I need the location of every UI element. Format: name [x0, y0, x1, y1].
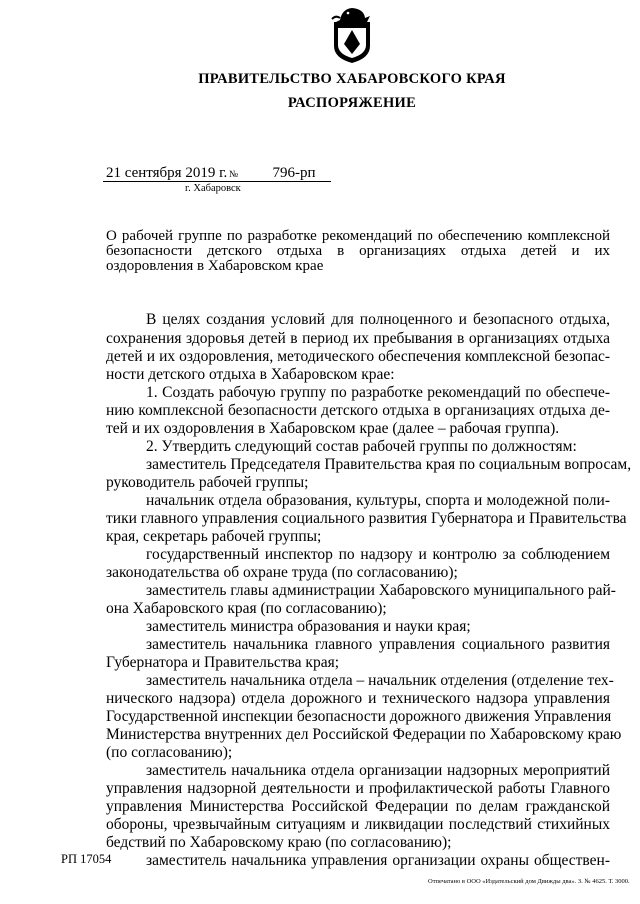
print-note: Отпечатано в ООО «Издательский дом Движды два». З. № 4625. Т. 3000. — [428, 878, 630, 885]
body-line: бедствий по Хабаровскому краю (по согласованию); — [106, 834, 452, 851]
document-subject: О рабочей группе по разработке рекомендаций по обеспечению комплексной безопасности детского отдыха в организациях отдыха детей и их оздоровления в Хабаровском крае — [106, 228, 610, 274]
body-line: управления надзорной деятельности и профилактической работы Главного — [106, 780, 610, 797]
body-line: тики главного управления социального развития Губернатора и Правительства — [106, 510, 627, 527]
body-line: Министерства внутренних дел Российской Федерации по Хабаровскому краю — [106, 726, 622, 743]
body-line: края, секретарь рабочей группы; — [106, 528, 322, 545]
body-line: 1. Создать рабочую группу по разработке рекомендаций по обеспече- — [146, 384, 610, 401]
body-line: детей и их оздоровления, методического обеспечения комплексной безопас- — [106, 348, 610, 365]
body-line: В целях создания условий для полноценного и безопасного отдыха, — [146, 311, 610, 328]
body-line: Государственной инспекции безопасности дорожного движения Управления — [106, 708, 612, 725]
body-line: государственный инспектор по надзору и контролю за соблюдением — [146, 546, 610, 563]
document-date: 21 сентября 2019 г. — [106, 165, 228, 181]
coat-of-arms-emblem — [330, 6, 374, 64]
body-line: заместитель начальника управления организации охраны обществен- — [146, 852, 610, 869]
document-code: РП 17054 — [61, 852, 112, 866]
body-line: (по согласованию); — [106, 744, 233, 761]
body-line: она Хабаровского края (по согласованию); — [106, 600, 387, 617]
document-city: г. Хабаровск — [185, 183, 241, 194]
body-line: нию комплексной безопасности детского отдыха в организациях отдыха де- — [106, 402, 610, 419]
body-line: тей и их оздоровления в Хабаровском крае (далее – рабочая группа). — [106, 420, 560, 437]
body-line: 2. Утвердить следующий состав рабочей группы по должностям: — [146, 438, 577, 455]
body-line: заместитель главы администрации Хабаровского муниципального рай- — [146, 582, 616, 599]
body-line: руководитель рабочей группы; — [106, 474, 309, 491]
number-sign: № — [229, 170, 239, 180]
body-line: Губернатора и Правительства края; — [106, 654, 340, 671]
number-underline — [244, 181, 331, 182]
date-underline — [103, 181, 246, 182]
document-number: 796-рп — [272, 165, 316, 181]
body-line: обороны, чрезвычайным ситуациям и ликвидации последствий стихийных — [106, 816, 610, 833]
body-line: заместитель начальника отдела – начальник отделения (отделение тех- — [146, 672, 614, 689]
body-line: нического надзора) отдела дорожного и технического надзора управления — [106, 690, 610, 707]
body-line: заместитель начальника главного управления социального развития — [146, 636, 610, 653]
body-line: заместитель начальника отдела организации надзорных мероприятий — [146, 762, 610, 779]
government-title: ПРАВИТЕЛЬСТВО ХАБАРОВСКОГО КРАЯ — [198, 71, 506, 87]
body-line: заместитель Председателя Правительства края по социальным вопросам, — [146, 456, 632, 473]
body-line: законодательства об охране труда (по согласованию); — [106, 564, 458, 581]
body-line: ности детского отдыха в Хабаровском крае: — [106, 366, 395, 383]
document-type: РАСПОРЯЖЕНИЕ — [287, 95, 417, 111]
body-line: управления Министерства Российской Федерации по делам гражданской — [106, 798, 610, 815]
body-line: сохранения здоровья детей в период их пребывания в организациях отдыха — [106, 330, 610, 347]
body-line: заместитель министра образования и науки края; — [146, 618, 471, 635]
body-line: начальник отдела образования, культуры, спорта и молодежной поли- — [146, 492, 610, 509]
